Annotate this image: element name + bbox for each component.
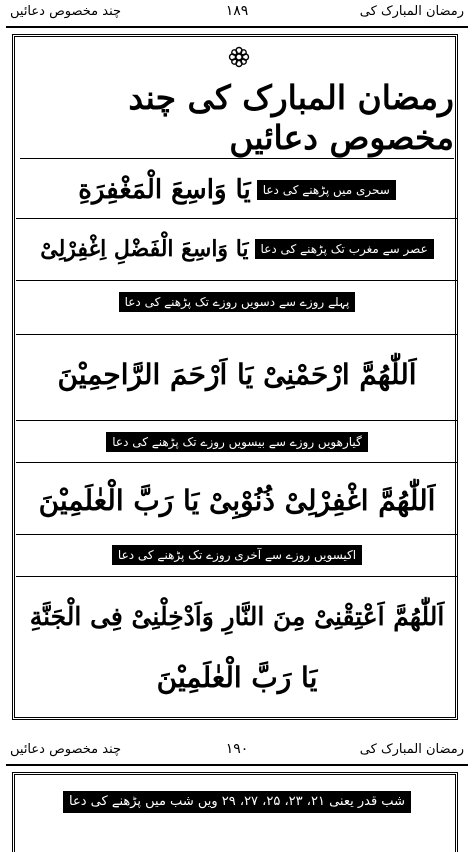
dua-text: اَللّٰهُمَّ ارْحَمْنِیْ یَا اَرْحَمَ الرَّاحِمِیْنَ: [57, 357, 417, 391]
divider: [16, 420, 458, 421]
label-row-second-ten: [16, 426, 458, 458]
dua-text: یَا رَبَّ الْعٰلَمِیْنَ: [156, 660, 318, 694]
dua-label: عصر سے مغرب تک پڑھنے کی دعا: [255, 239, 434, 259]
dua-text: اَللّٰهُمَّ اَعْتِقْنِیْ مِنَ النَّارِ وَاَدْخِلْنِیْ فِی الْجَنَّةِ: [29, 602, 445, 632]
dua-text: یَا وَاسِعَ الْفَضْلِ اِغْفِرْلِیْ: [40, 235, 249, 262]
dua-row-asr: [16, 224, 458, 274]
dua-row-second-ten: [16, 470, 458, 532]
divider: [16, 534, 458, 535]
divider: [16, 218, 458, 219]
dua-label: سحری میں پڑھنے کی دعا: [257, 180, 396, 200]
page-number: ۱۸۹: [225, 3, 249, 19]
dua-text: یَا وَاسِعَ الْمَغْفِرَةِ: [78, 174, 251, 205]
header-book-title: رمضان المبارک کی: [359, 4, 464, 19]
divider: [16, 334, 458, 335]
page-title: رمضان المبارک کی چند مخصوص دعائیں: [20, 78, 454, 159]
label-row-first-ten: [16, 286, 458, 318]
dua-label: گیارھویں روزے سے بیسویں روزے تک پڑھنے کی دعا: [106, 432, 367, 452]
page-number: ۱۹۰: [225, 741, 249, 757]
dua-label: اکیسویں روزے سے آخری روزے تک پڑھنے کی دعا: [112, 545, 362, 565]
divider: [16, 280, 458, 281]
dua-label: پہلے روزے سے دسویں روزے تک پڑھنے کی دعا: [119, 292, 356, 312]
page-header: [6, 0, 468, 28]
dua-row-last-ten: [16, 584, 458, 650]
dua-row-sehri: [16, 166, 458, 214]
header-book-title: رمضان المبارک کی: [359, 742, 464, 757]
dua-label: شب قدر یعنی ۲۱، ۲۳، ۲۵، ۲۷، ۲۹ ویں شب میں پڑھنے کی دعا: [63, 791, 411, 813]
page-header: [6, 738, 468, 766]
header-chapter-title: چند مخصوص دعائیں: [10, 4, 122, 19]
header-chapter-title: چند مخصوص دعائیں: [10, 742, 122, 757]
divider: [16, 576, 458, 577]
dua-row-first-ten: [16, 342, 458, 408]
dua-text: اَللّٰهُمَّ اغْفِرْلِیْ ذُنُوْبِیْ یَا رَبَّ الْعٰلَمِیْنَ: [38, 483, 436, 517]
label-row-shab-e-qadr: [16, 786, 458, 818]
label-row-last-ten: [16, 540, 458, 570]
divider: [16, 462, 458, 463]
flower-ornament-icon: [228, 46, 250, 68]
dua-row-last-ten-line2: [16, 650, 458, 706]
